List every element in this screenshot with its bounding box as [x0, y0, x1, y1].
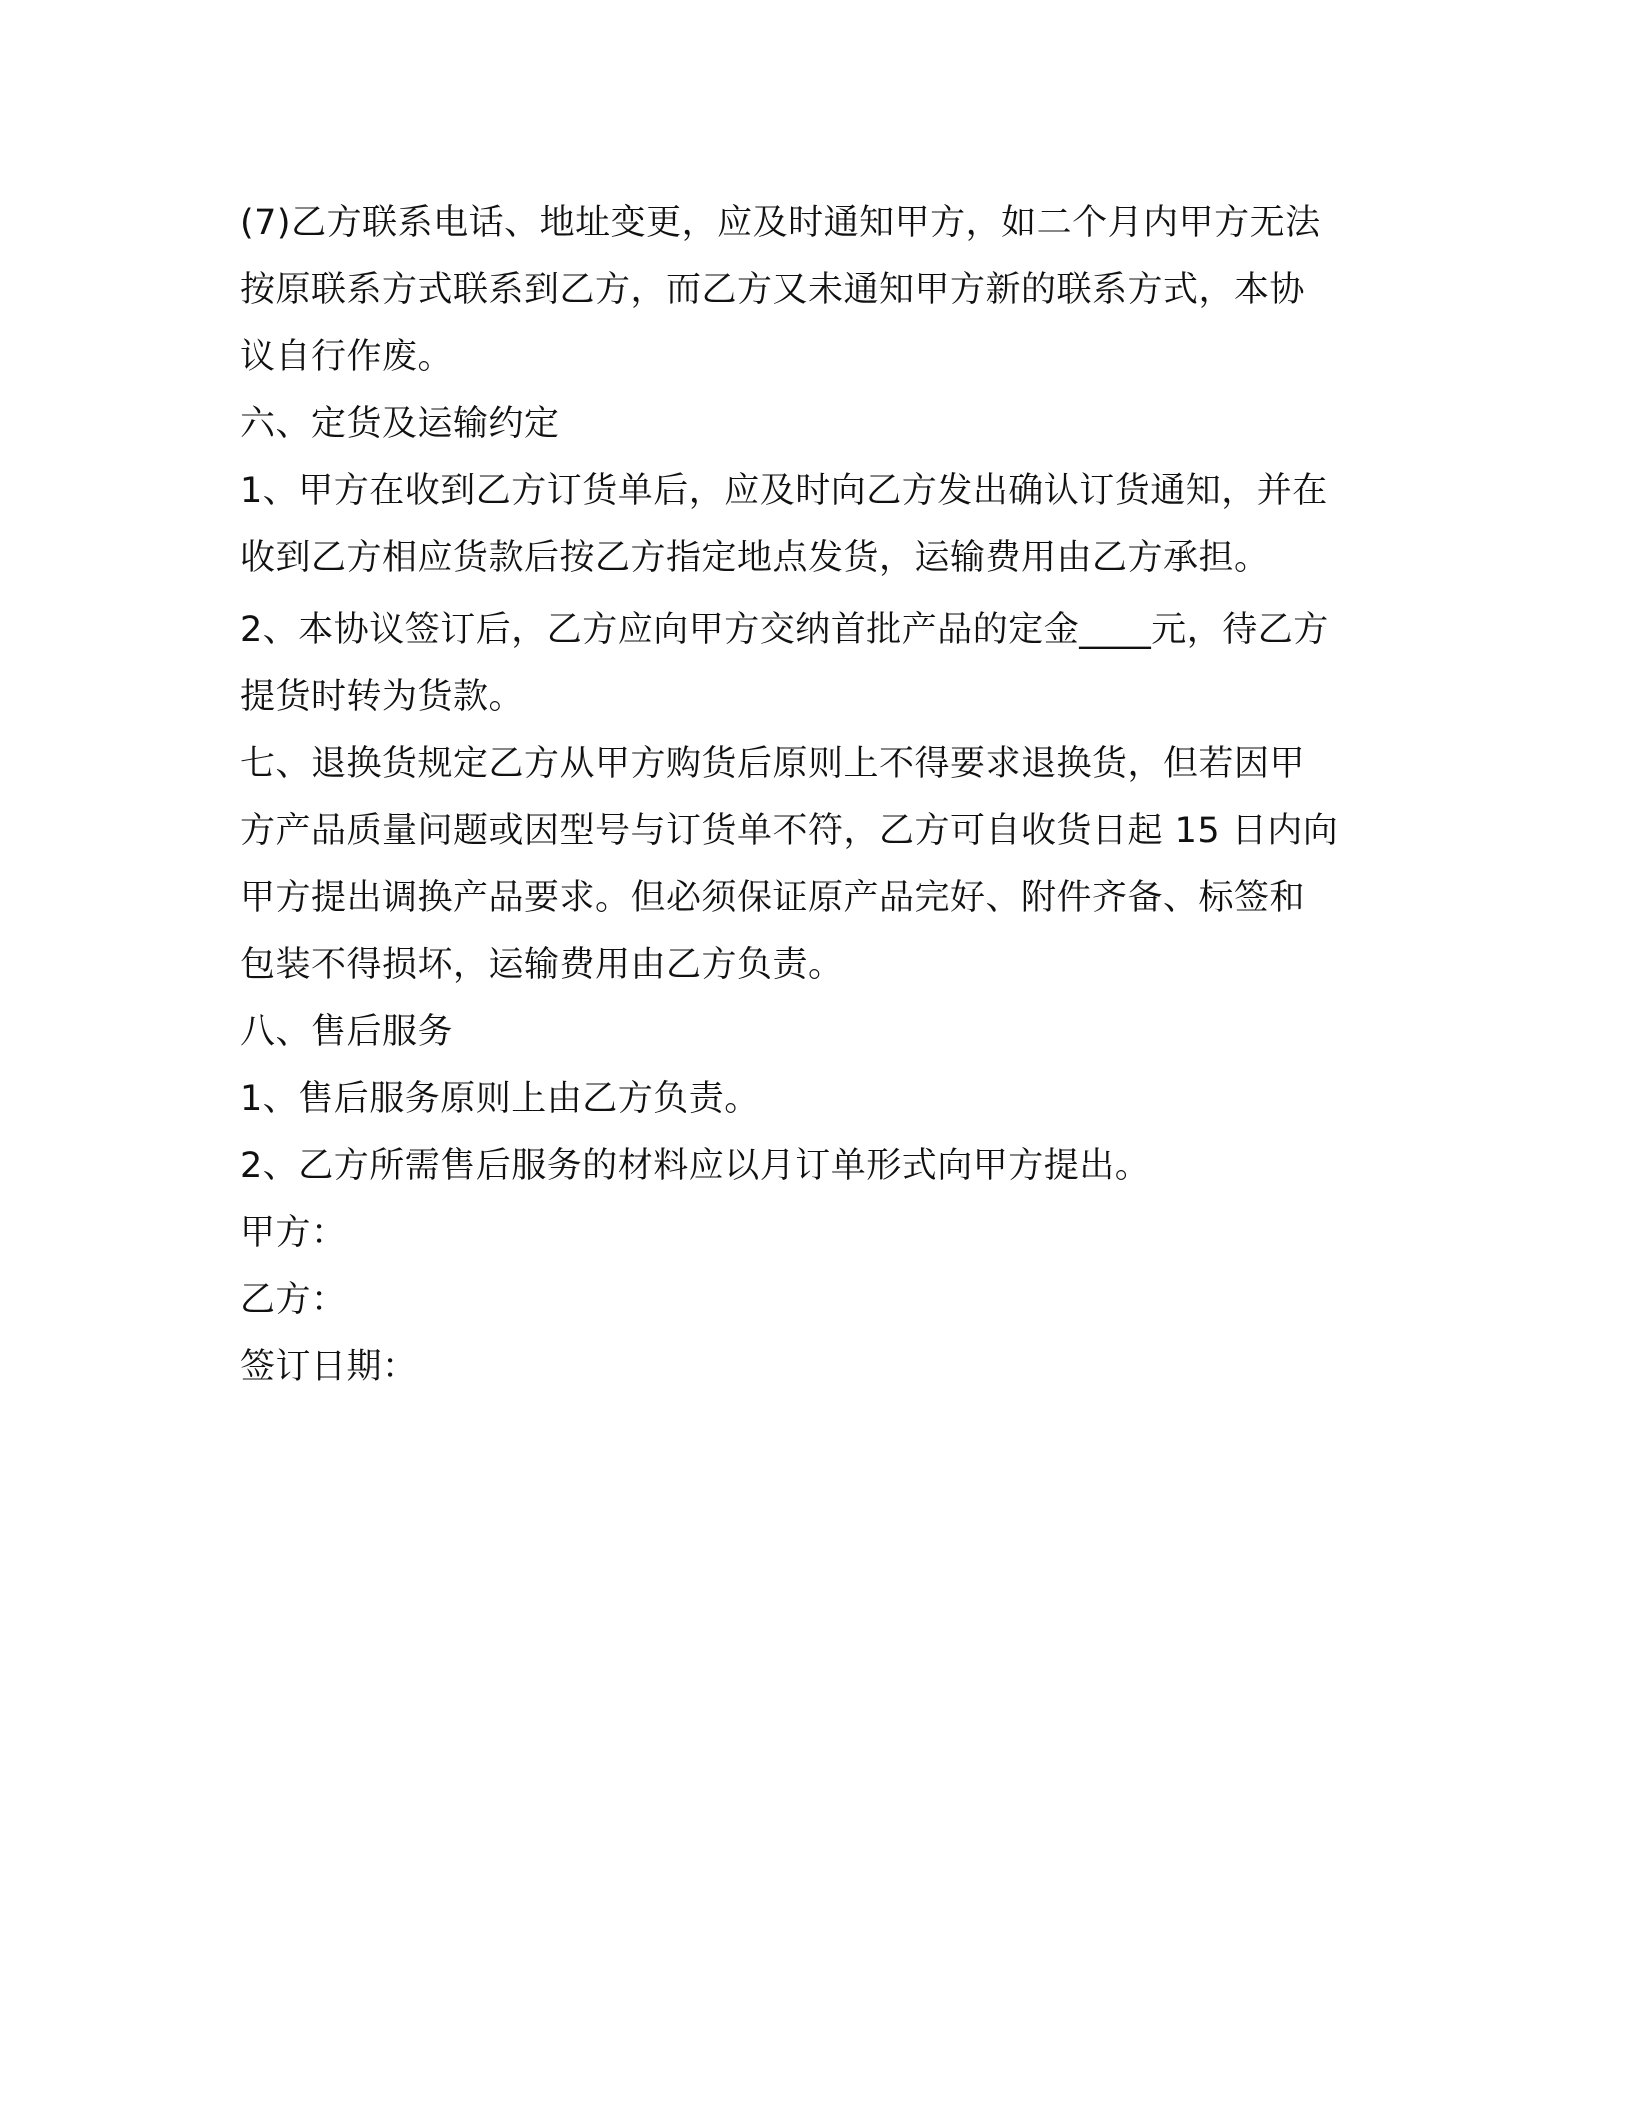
clause-7-line-2: 按原联系方式联系到乙方，而乙方又未通知甲方新的联系方式，本协	[240, 270, 1306, 310]
section-6-heading: 六、定货及运输约定	[240, 404, 560, 444]
party-b-signature-label: 乙方：	[240, 1280, 347, 1320]
signing-date-label: 签订日期：	[240, 1347, 418, 1387]
section-6-item-1-line-1: 1、甲方在收到乙方订货单后，应及时向乙方发出确认订货通知，并在	[240, 471, 1328, 511]
section-7-line-4: 包装不得损坏，运输费用由乙方负责。	[240, 945, 844, 985]
document-body	[240, 190, 1410, 1401]
section-8-item-2: 2、乙方所需售后服务的材料应以月订单形式向甲方提出。	[240, 1146, 1151, 1186]
section-7-line-3: 甲方提出调换产品要求。但必须保证原产品完好、附件齐备、标签和	[240, 878, 1306, 918]
section-7-line-1: 七、退换货规定乙方从甲方购货后原则上不得要求退换货，但若因甲	[240, 744, 1306, 784]
clause-7-line-1: (7)乙方联系电话、地址变更，应及时通知甲方，如二个月内甲方无法	[240, 203, 1321, 243]
section-6-item-2-line-1: 2、本协议签订后，乙方应向甲方交纳首批产品的定金____元，待乙方	[240, 610, 1329, 650]
clause-7-line-3: 议自行作废。	[240, 337, 454, 377]
party-a-signature-label: 甲方：	[240, 1213, 347, 1253]
section-6-item-2-line-2: 提货时转为货款。	[240, 677, 525, 717]
section-8-item-1: 1、售后服务原则上由乙方负责。	[240, 1079, 760, 1119]
section-8-heading: 八、售后服务	[240, 1012, 454, 1052]
section-7-line-2: 方产品质量问题或因型号与订货单不符，乙方可自收货日起 15 日内向	[240, 811, 1339, 851]
section-6-item-1-line-2: 收到乙方相应货款后按乙方指定地点发货，运输费用由乙方承担。	[240, 538, 1270, 578]
